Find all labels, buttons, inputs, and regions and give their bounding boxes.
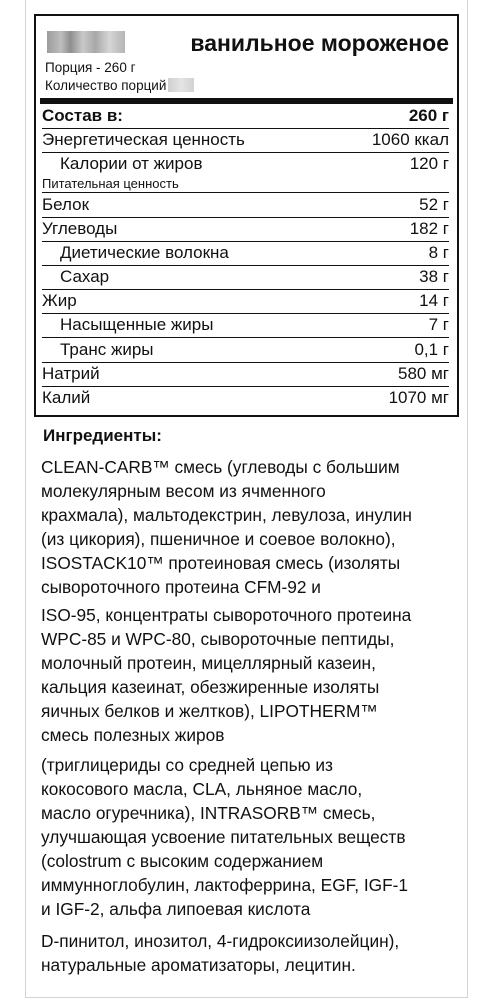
servings-label: Количество порций	[45, 78, 167, 93]
nutrient-row-sugar	[42, 265, 449, 290]
ingredients-line: (триглицериды со средней цепью из	[41, 755, 333, 775]
composition-header-value: 260 г	[408, 106, 449, 125]
nutrient-name: Сахар	[60, 267, 110, 286]
composition-header-row	[42, 104, 449, 129]
ingredients-line: молочный протеин, мицеллярный казеин,	[41, 653, 376, 673]
ingredients-line: натуральные ароматизаторы, лецитин.	[41, 955, 356, 975]
ingredients-line: смесь полезных жиров	[41, 725, 225, 745]
serving-size: Порция - 260 г	[45, 60, 136, 75]
ingredients-line: D-пинитол, инозитол, 4-гидроксиизолейцин),	[41, 931, 400, 951]
nutrition-subheading: Питательная ценность	[42, 176, 179, 191]
ingredients-title: Ингредиенты:	[43, 426, 162, 445]
ingredients-line: крахмала), мальтодекстрин, левулоза, инулин	[41, 505, 412, 525]
nutrient-row-fat-calories	[42, 152, 449, 176]
ingredients-line: и IGF-2, альфа липоевая кислота	[41, 899, 311, 919]
composition-header-label: Состав в:	[42, 106, 123, 125]
nutrient-value: 52 г	[419, 195, 449, 214]
ingredients-line: сывороточного протеина CFM-92 и	[41, 577, 321, 597]
nutrient-name: Транс жиры	[60, 340, 154, 359]
nutrient-row-energy	[42, 128, 449, 153]
ingredients-line: ISO-95, концентраты сывороточного протеина	[41, 605, 412, 625]
ingredients-line: молекулярным весом из ячменного	[41, 481, 326, 501]
nutrient-value: 8 г	[428, 243, 449, 262]
nutrient-row-sodium	[42, 362, 449, 387]
nutrient-row-trans-fat	[42, 338, 449, 363]
ingredients-line: ISOSTACK10™ протеиновая смесь (изоляты	[41, 553, 401, 573]
nutrient-value: 7 г	[428, 315, 449, 334]
nutrient-name: Насыщенные жиры	[60, 315, 214, 334]
nutrient-value: 1070 мг	[388, 388, 449, 407]
nutrition-label	[34, 14, 459, 417]
nutrient-row-saturated-fat	[42, 313, 449, 338]
ingredients-line: (из цикория), пшеничное и соевое волокно),	[41, 529, 396, 549]
ingredients-line: улучшающая усвоение питательных веществ	[41, 827, 406, 847]
nutrient-row-fat	[42, 289, 449, 314]
ingredients-line: WPC-85 и WPC-80, сывороточные пептиды,	[41, 629, 395, 649]
nutrient-name: Энергетическая ценность	[42, 130, 245, 149]
ingredients-line: яичных белков и желтков), LIPOTHERM™	[41, 701, 378, 721]
nutrient-name: Углеводы	[42, 219, 118, 238]
nutrient-name: Натрий	[42, 364, 100, 383]
ingredients-line: кальция казеинат, обезжиренные изоляты	[41, 677, 380, 697]
nutrient-row-potassium	[42, 386, 449, 410]
servings-count	[45, 78, 194, 93]
nutrient-value: 0,1 г	[414, 340, 449, 359]
nutrient-name: Диетические волокна	[60, 243, 229, 262]
ingredients-line: масло огуречника), INTRASORB™ смесь,	[41, 803, 376, 823]
ingredients-line: кокосового масла, CLA, льняное масло,	[41, 779, 363, 799]
nutrient-row-protein	[42, 192, 449, 218]
blurred-brand-logo	[47, 31, 125, 53]
ingredients-line: (colostrum с высоким содержанием	[41, 851, 324, 871]
nutrient-row-carbs	[42, 217, 449, 242]
ingredients-line: CLEAN-CARB™ смесь (углеводы с большим	[41, 457, 400, 477]
nutrient-value: 580 мг	[398, 364, 449, 383]
nutrient-value: 1060 ккал	[371, 130, 449, 149]
product-title: ванильное мороженое	[190, 30, 449, 56]
nutrient-name: Жир	[42, 291, 77, 310]
nutrient-row-fiber	[42, 241, 449, 266]
nutrient-value: 38 г	[419, 267, 449, 286]
blurred-servings-value	[168, 78, 194, 92]
nutrient-name: Белок	[42, 195, 90, 214]
nutrient-value: 182 г	[409, 219, 449, 238]
ingredients-line: иммунноглобулин, лактоферрина, EGF, IGF-1	[41, 875, 409, 895]
nutrient-value: 14 г	[419, 291, 449, 310]
nutrient-name: Калории от жиров	[60, 154, 203, 173]
nutrient-value: 120 г	[409, 154, 449, 173]
nutrient-name: Калий	[42, 388, 91, 407]
